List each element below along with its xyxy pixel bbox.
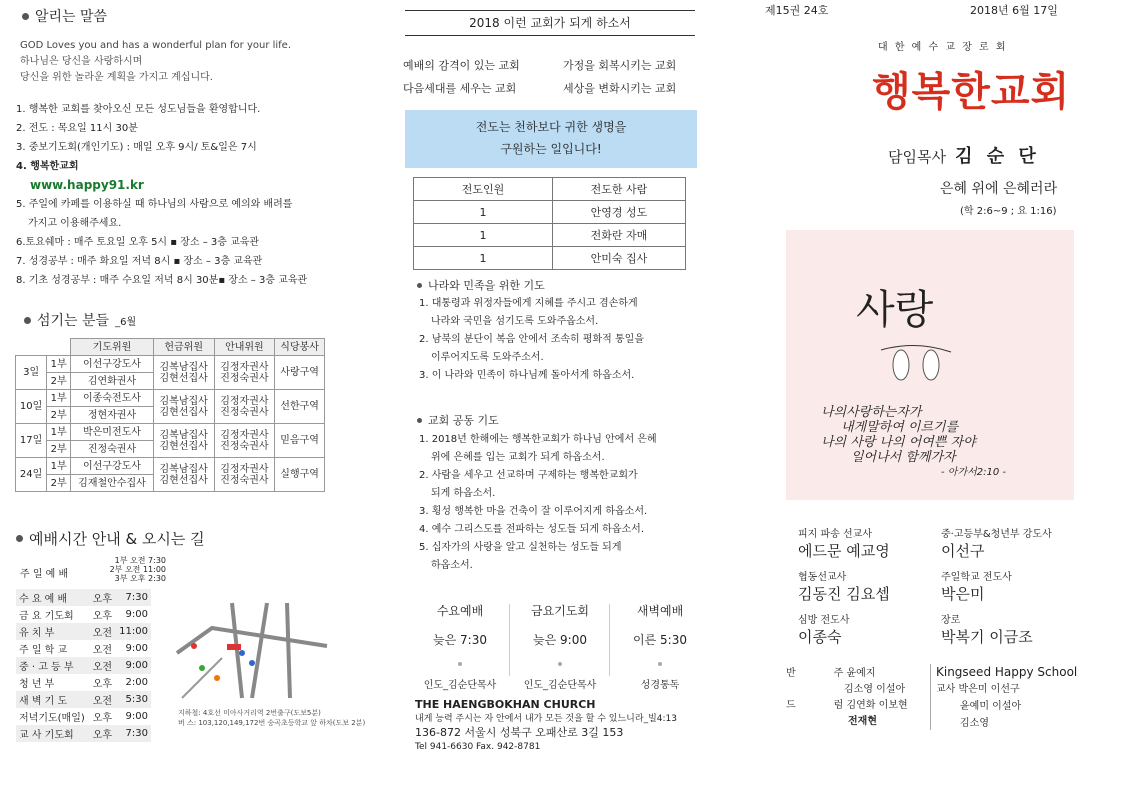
goal-item: 세상을 변화시키는 교회 [563, 82, 677, 95]
service-time-row: 저녁기도(매일) 오후 9:00 [19, 711, 148, 724]
nation-heading: 나라와 민족을 위한 기도 [417, 277, 545, 293]
church-prayer-list [419, 431, 709, 575]
service-time-row: 교 사 기도회 오후 7:30 [16, 725, 151, 742]
notice-item: 2. 전도 : 목요일 11시 30분 [16, 123, 138, 134]
notice-item: 가지고 이용해주세요. [28, 218, 122, 229]
service-schedule [415, 602, 705, 692]
service-times-table [16, 589, 151, 742]
table-row: 2부 김재철안수집사 [16, 475, 325, 492]
serve-table [15, 338, 325, 492]
worship-heading: 예배시간 안내 & 오시는 길 [16, 528, 205, 549]
map-graphic [172, 598, 332, 708]
service-time-row: 중 · 고 등 부 오전 9:00 [16, 657, 151, 674]
prayer-item: 1. 대통령과 위정자들에게 지혜를 주시고 겸손하게 [419, 298, 638, 309]
map-notes: 지하철: 4호선 미아사거리역 2번출구(도보5분) 버 스: 103,120,149,172번 숭곡초등학교 앞 하차(도보 2분) [178, 709, 366, 727]
service-time-row: 청 년 부 오후 2:00 [19, 677, 148, 690]
staff-member: 장로 박복기 이금조 [941, 615, 1033, 646]
service-time-row: 유 치 부 오전 11:00 [16, 623, 151, 640]
table-row: 2부 진정숙권사 [16, 441, 325, 458]
notice-item: 5. 주일에 카페를 이용하실 때 하나님의 사람으로 예의와 배려를 [16, 199, 293, 210]
prayer-item: 위에 은혜를 입는 교회가 되게 하옵소서. [431, 452, 605, 463]
goals [403, 54, 703, 100]
dot-icon [558, 662, 562, 666]
sermon-theme: 은혜 위에 은혜러라 [940, 181, 1058, 197]
staff-member: 협동선교사 김동진 김요셉 [798, 572, 890, 603]
staff-member: 심방 전도사 이종숙 [798, 615, 850, 646]
table-row: 10일 1부 이종숙전도사 김복남집사 김현선집사 김정자권사 진정숙권사 선한구역 [16, 390, 325, 407]
table-row: 17일 1부 박은미전도사 김복남집사 김현선집사 김정자권사 진정숙권사 믿음구역 [16, 424, 325, 441]
church-logo: 행복한교회 [872, 69, 1071, 115]
service-time-row: 금 요 기도회 오후 9:00 [19, 609, 148, 622]
col-header: 헌금위원 [153, 339, 214, 356]
table-row: 2부 김연화권사 [16, 373, 325, 390]
col-header: 기도위원 [71, 339, 154, 356]
art-verse: 나의사랑하는자가 내게말하여 이르기를 나의 사랑 나의 어여쁜 자야 일어나서 함께가자 - 아가서2:10 - [821, 405, 1007, 478]
notice-item: 6.토요쉐마 : 매주 토요일 오후 5시 ▪ 장소 – 3층 교육관 [16, 237, 260, 248]
nation-prayer-list [419, 295, 709, 385]
notice-item: 3. 중보기도회(개인기도) : 매일 오후 9시/ 토&일은 7시 [16, 142, 257, 153]
col-header: 식당봉사 [275, 339, 325, 356]
dot-icon [658, 662, 662, 666]
dot-icon [458, 662, 462, 666]
bullet-icon [417, 283, 422, 288]
goal-item: 예배의 감격이 있는 교회 [403, 59, 520, 72]
sunday-service: 주 일 예 배 1부 오전 7:30 2부 오전 11:00 3부 오후 2:30 [20, 556, 166, 583]
bullet-icon [22, 13, 29, 20]
serve-body [16, 356, 325, 492]
pastor: 담임목사 김 순 단 [888, 146, 1040, 167]
notice-item: 8. 기초 성경공부 : 매주 수요일 저녁 8시 30분▪ 장소 – 3층 교육관 [16, 275, 308, 286]
notice-item: 7. 성경공부 : 매주 화요일 저녁 8시 ▪ 장소 – 3층 교육관 [16, 256, 263, 267]
service-item: 금요기도회 늦은 9:00 인도_김순단목사 [523, 604, 597, 691]
denomination: 대 한 예 수 교 장 로 회 [878, 42, 1008, 53]
notice-item: 4. 행복한교회 [16, 161, 79, 172]
service-item: 수요예배 늦은 7:30 인도_김순단목사 [423, 604, 497, 691]
middle-column [395, 0, 715, 794]
prayer-item: 1. 2018년 한해에는 행복한교회가 하나님 안에서 은혜 [419, 434, 657, 445]
prayer-item: 되게 하옵소서. [431, 488, 496, 499]
prayer-item: 나라와 국민을 섬기도록 도와주옵소서. [431, 316, 599, 327]
service-time-row: 주 일 학 교 오전 9:00 [19, 643, 148, 656]
location-map [172, 598, 332, 708]
prayer-item: 하옵소서. [431, 560, 473, 571]
table-row: 1 안영경 성도 [414, 201, 686, 224]
right-column [760, 0, 1123, 794]
love-artwork: 사랑 나의사랑하는자가 내게말하여 이르기를 나의 사랑 나의 어여쁜 자야 일어나서 함께가자 - 아가서2:10 - [786, 230, 1074, 500]
prayer-item: 5. 십자가의 사랑을 알고 실천하는 성도들 되게 [419, 542, 622, 553]
volume-number: 제15권 24호 [765, 4, 829, 17]
notice-heading: 알리는 말씀 [22, 6, 107, 26]
bullet-icon [16, 535, 23, 542]
table-row: 2부 정현자권사 [16, 407, 325, 424]
service-time-row: 새 벽 기 도 오전 5:30 [16, 691, 151, 708]
theme-reference: (학 2:6~9 ; 요 1:16) [960, 206, 1057, 217]
greeting-line: GOD Loves you and has a wonderful plan for your life. [20, 40, 292, 51]
bullet-icon [24, 317, 31, 324]
dancers-illustration [876, 330, 956, 400]
service-time-row: 수 요 예 배 오후 7:30 [16, 589, 151, 606]
prayer-item: 2. 사람을 세우고 선교하며 구제하는 행복한교회가 [419, 470, 638, 481]
school-info: Kingseed Happy School 교사 박은미 이선구 윤예미 이설아 김소영 [936, 665, 1078, 729]
table-row: 3일 1부 이선구강도사 김복남집사 김현선집사 김정자권사 진정숙권사 사랑구역 [16, 356, 325, 373]
col-header: 안내위원 [214, 339, 275, 356]
band-info: 반 주 윤예지 김소영 이설아 드 럼 김연화 이보현 전재현 [786, 668, 908, 727]
greeting-line: 하나님은 당신을 사랑하시며 [20, 56, 143, 67]
staff-list [798, 525, 1098, 645]
prayer-item: 4. 예수 그리스도를 전파하는 성도들 되게 하옵소서. [419, 524, 644, 535]
church-info: THE HAENGBOKHAN CHURCH 내게 능력 주시는 자 안에서 내가 모든 것을 할 수 있느니라_빌4:13 136-872 서울시 성북구 오패산로 3길 153 Tel 941-6630 Fax. 942-8781 [415, 698, 677, 752]
prayer-item: 3. 횡성 행복한 마을 건축이 잘 이루어지게 하옵소서. [419, 506, 648, 517]
prayer-item: 이루어지도록 도와주소서. [431, 352, 544, 363]
divider [609, 604, 610, 676]
table-row: 1 전화란 자매 [414, 224, 686, 247]
goal-item: 다음세대를 세우는 교회 [403, 82, 517, 95]
divider [930, 664, 931, 730]
staff-member: 주일학교 전도사 박은미 [941, 572, 1012, 603]
left-column [0, 0, 380, 794]
serve-heading: 섬기는 분들 _6월 [24, 310, 136, 330]
col-header: 전도한 사람 [553, 178, 686, 201]
prayer-item: 2. 남북의 분단이 복음 안에서 조속히 평화적 통일을 [419, 334, 644, 345]
bullet-icon [417, 418, 422, 423]
greeting [20, 38, 291, 86]
notice-list [16, 100, 366, 290]
staff-member: 중·고등부&청년부 강도사 이선구 [941, 529, 1052, 560]
table-row: 24일 1부 이선구강도사 김복남집사 김현선집사 김정자권사 진정숙권사 실행구역 [16, 458, 325, 475]
greeting-line: 당신을 위한 놀라운 계획을 가지고 계십니다. [20, 72, 213, 83]
yearly-banner: 2018 이런 교회가 되게 하소서 [405, 10, 695, 36]
evangelism-box: 전도는 천하보다 귀한 생명을 구원하는 일입니다! [405, 110, 697, 168]
staff-member: 피지 파송 선교사 에드문 예교영 [798, 529, 890, 560]
divider [509, 604, 510, 676]
website-link[interactable]: www.happy91.kr [30, 178, 144, 192]
church-prayer-heading: 교회 공동 기도 [417, 412, 499, 428]
evangelism-table [413, 177, 686, 270]
service-item: 새벽예배 이른 5:30 성경통독 [633, 604, 687, 691]
issue-date: 2018년 6월 17일 [970, 4, 1058, 17]
goal-item: 가정을 회복시키는 교회 [563, 59, 677, 72]
notice-item: 1. 행복한 교회를 찾아오신 모든 성도님들을 환영합니다. [16, 104, 261, 115]
col-header: 전도인원 [414, 178, 553, 201]
table-row: 1 안미숙 집사 [414, 247, 686, 270]
prayer-item: 3. 이 나라와 민족이 하나님께 돌아서게 하옵소서. [419, 370, 635, 381]
